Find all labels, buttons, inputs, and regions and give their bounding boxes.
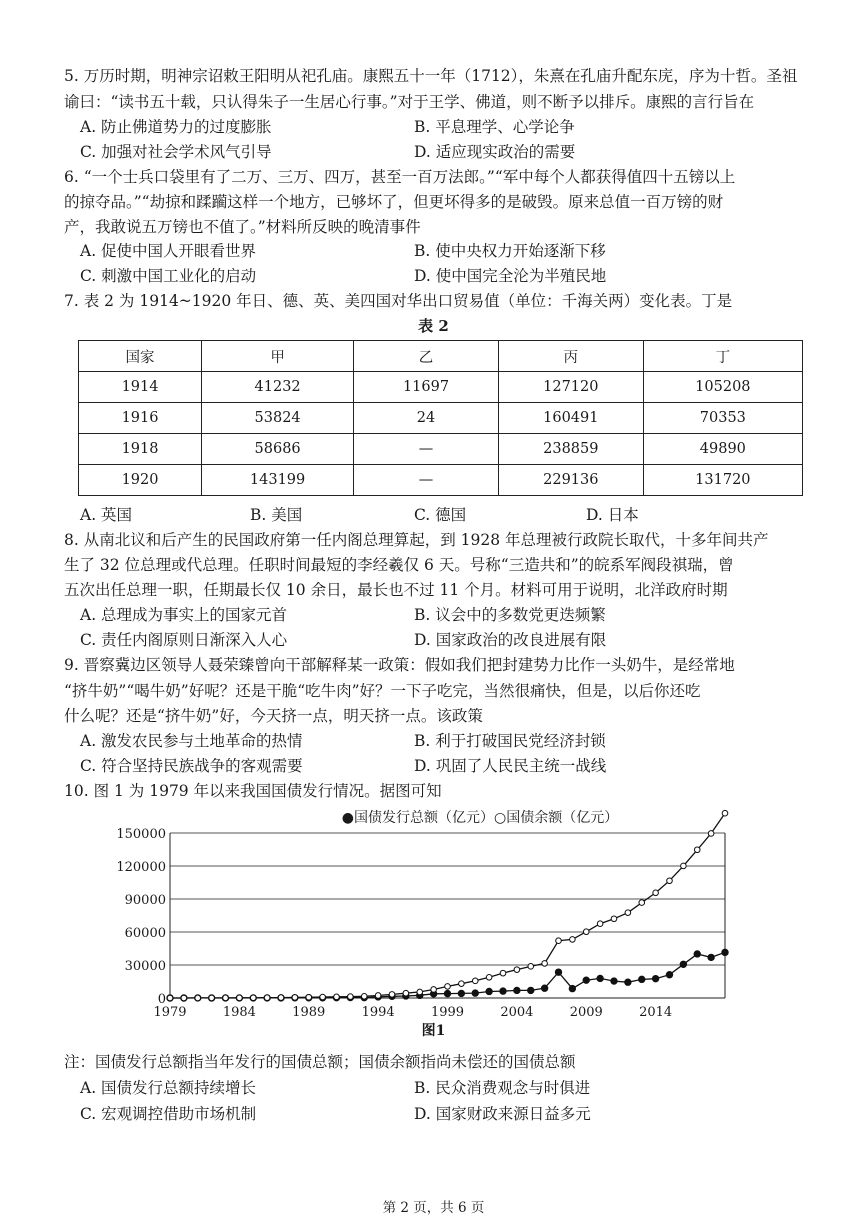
q8-option-a[interactable]: A. 总理成为事实上的国家元首: [80, 606, 288, 624]
q9-option-b[interactable]: B. 利于打破国民党经济封锁: [414, 732, 606, 750]
balance-point: [528, 964, 534, 970]
balance-point: [514, 967, 520, 973]
issuance-point: [555, 969, 561, 975]
issuance-point: [583, 977, 589, 983]
chart-axes: [170, 833, 725, 998]
balance-point: [389, 992, 395, 998]
issuance-point: [569, 985, 575, 991]
table-header-cell: 国家: [79, 341, 202, 372]
national-debt-chart: [110, 808, 750, 1020]
q10-option-a[interactable]: A. 国债发行总额持续增长: [80, 1079, 257, 1097]
balance-point: [431, 987, 437, 993]
issuance-point: [541, 985, 547, 991]
table-cell: 131720: [643, 465, 802, 496]
table-cell: —: [354, 434, 499, 465]
balance-point: [278, 995, 284, 1001]
issuance-point: [597, 975, 603, 981]
table-cell: 11697: [354, 372, 499, 403]
balance-point: [459, 981, 465, 987]
issuance-point: [639, 976, 645, 982]
table-cell: 229136: [498, 465, 643, 496]
q5-option-a[interactable]: A. 防止佛道势力的过度膨胀: [80, 118, 272, 136]
issuance-point: [514, 987, 520, 993]
balance-point: [625, 910, 631, 916]
issuance-point: [528, 987, 534, 993]
issuance-point: [666, 972, 672, 978]
x-tick-label: 1979: [153, 1005, 187, 1020]
table-cell: 1914: [79, 372, 202, 403]
balance-point: [722, 810, 728, 816]
q5-stem-line2: 谕曰：“读书五十载，只认得朱子一生居心行事。”对于王学、佛道，则不断予以排斥。康熙的言行旨在: [64, 93, 755, 111]
x-tick-label: 2014: [639, 1005, 673, 1020]
table-cell: 53824: [202, 403, 354, 434]
series-layer: [167, 810, 728, 1001]
q5-stem-line1: 5. 万历时期，明神宗诏敕王阳明从祀孔庙。康熙五十一年（1712），朱熹在孔庙升配东庑，序为十哲。圣祖: [64, 67, 798, 85]
balance-point: [445, 984, 451, 990]
q9-stem-line1: 9. 晋察冀边区领导人聂荣臻曾向干部解释某一政策：假如我们把封建势力比作一头奶牛，是经常地: [64, 656, 735, 674]
q9-stem-line2: “挤牛奶”“喝牛奶”好呢？还是干脆“吃牛肉”好？一下子吃完，当然很痛快，但是，以后你还吃: [64, 682, 701, 700]
q7-stem-line1: 7. 表 2 为 1914~1920 年日、德、英、美四国对华出口贸易值（单位：千海关两）变化表。丁是: [64, 292, 733, 310]
chart-legend: ●国债发行总额（亿元）○国债余额（亿元）: [341, 810, 619, 826]
q10-option-d[interactable]: D. 国家财政来源日益多元: [414, 1105, 591, 1123]
y-tick-label: 0: [157, 992, 166, 1007]
balance-point: [667, 878, 673, 884]
table-row: [79, 434, 803, 465]
table-cell: 49890: [643, 434, 802, 465]
issuance-point: [694, 951, 700, 957]
q7-option-c[interactable]: C. 德国: [414, 506, 467, 524]
table-header-cell: 乙: [354, 341, 499, 372]
balance-point: [611, 916, 617, 922]
q6-stem-line3: 产，我敢说五万镑也不值了。”材料所反映的晚清事件: [64, 218, 421, 236]
q8-option-d[interactable]: D. 国家政治的改良进展有限: [414, 631, 607, 649]
balance-point: [500, 970, 506, 976]
q8-stem-line2: 生了 32 位总理或代总理。任职时间最短的李经羲仅 6 天。号称“三造共和”的皖系军阀段祺瑞，曾: [64, 556, 734, 574]
balance-point: [292, 995, 298, 1001]
balance-point: [556, 938, 562, 944]
table-cell: 24: [354, 403, 499, 434]
table-cell: 143199: [202, 465, 354, 496]
table-row: [79, 465, 803, 496]
q6-option-d[interactable]: D. 使中国完全沦为半殖民地: [414, 267, 607, 285]
balance-point: [264, 995, 270, 1001]
y-tick-label: 150000: [116, 827, 166, 842]
issuance-point: [708, 954, 714, 960]
page-footer: 第 2 页，共 6 页: [382, 1200, 485, 1216]
q7-option-b[interactable]: B. 美国: [250, 506, 303, 524]
chart-note: 注：国债发行总额指当年发行的国债总额；国债余额指尚未偿还的国债总额: [64, 1053, 576, 1071]
q5-option-c[interactable]: C. 加强对社会学术风气引导: [80, 143, 272, 161]
q6-option-b[interactable]: B. 使中央权力开始逐渐下移: [414, 242, 606, 260]
figure-caption: 图1: [421, 1023, 446, 1039]
issuance-point: [500, 988, 506, 994]
chart-grid: [170, 833, 725, 998]
trade-table: [78, 340, 803, 496]
table-cell: 1918: [79, 434, 202, 465]
table-cell: —: [354, 465, 499, 496]
balance-point: [597, 921, 603, 927]
balance-point: [708, 831, 714, 837]
balance-point: [653, 890, 659, 896]
balance-point: [417, 989, 423, 995]
table-row: [79, 372, 803, 403]
x-tick-label: 1989: [292, 1005, 326, 1020]
q6-stem-line2: 的掠夺品。”“劫掠和蹂躏这样一个地方，已够坏了，但更坏得多的是破毁。原来总值一百万镑的财: [64, 193, 724, 211]
table-header-cell: 丙: [498, 341, 643, 372]
q9-option-a[interactable]: A. 激发农民参与土地革命的热情: [80, 732, 303, 750]
q10-stem-line1: 10. 图 1 为 1979 年以来我国国债发行情况。据图可知: [64, 782, 442, 800]
table-cell: 105208: [643, 372, 802, 403]
table-header-cell: 甲: [202, 341, 354, 372]
x-tick-label: 2009: [569, 1005, 603, 1020]
table-cell: 41232: [202, 372, 354, 403]
table-header-row: [79, 341, 803, 372]
q9-option-d[interactable]: D. 巩固了人民民主统一战线: [414, 757, 607, 775]
table-cell: 1920: [79, 465, 202, 496]
balance-point: [639, 900, 645, 906]
table-cell: 1916: [79, 403, 202, 434]
issuance-point: [486, 988, 492, 994]
balance-point: [195, 995, 201, 1001]
balance-point: [250, 995, 256, 1001]
balance-point: [167, 995, 173, 1001]
y-tick-labels: [116, 827, 166, 1007]
q6-option-c[interactable]: C. 刺激中国工业化的启动: [80, 267, 257, 285]
q7-option-a[interactable]: A. 英国: [80, 506, 133, 524]
q8-option-c[interactable]: C. 责任内阁原则日渐深入人心: [80, 631, 288, 649]
table-cell: 70353: [643, 403, 802, 434]
q8-stem-line3: 五次出任总理一职，任期最长仅 10 余日，最长也不过 11 个月。材料可用于说明，北洋政府时期: [64, 581, 728, 599]
issuance-point: [458, 990, 464, 996]
x-tick-label: 1984: [222, 1005, 256, 1020]
balance-point: [570, 937, 576, 943]
balance-point: [181, 995, 187, 1001]
x-tick-label: 2004: [500, 1005, 534, 1020]
q5-option-d[interactable]: D. 适应现实政治的需要: [414, 143, 576, 161]
q7-option-d[interactable]: D. 日本: [586, 506, 639, 524]
x-tick-label: 1999: [430, 1005, 465, 1020]
balance-point: [348, 994, 354, 1000]
issuance-point: [472, 990, 478, 996]
issuance-point: [680, 961, 686, 967]
balance-point: [334, 994, 340, 1000]
balance-point: [223, 995, 229, 1001]
balance-point: [486, 975, 492, 981]
q10-option-c[interactable]: C. 宏观调控借助市场机制: [80, 1105, 257, 1123]
balance-point: [681, 863, 687, 869]
balance-point: [694, 847, 700, 853]
x-tick-label: 1994: [361, 1005, 395, 1020]
table-cell: 160491: [498, 403, 643, 434]
table-header-cell: 丁: [643, 341, 802, 372]
balance-point: [320, 994, 326, 1000]
x-tick-labels: [153, 1005, 672, 1020]
y-tick-label: 30000: [124, 959, 166, 974]
table-caption: 表 2: [418, 317, 449, 335]
q8-option-b[interactable]: B. 议会中的多数党更迭频繁: [414, 606, 606, 624]
table-cell: 127120: [498, 372, 643, 403]
q9-option-c[interactable]: C. 符合坚持民族战争的客观需要: [80, 757, 303, 775]
q6-option-a[interactable]: A. 促使中国人开眼看世界: [80, 242, 257, 260]
balance-point: [361, 994, 367, 1000]
balance-point: [209, 995, 215, 1001]
balance-point: [237, 995, 243, 1001]
y-tick-label: 90000: [124, 893, 166, 908]
issuance-point: [611, 978, 617, 984]
q5-option-b[interactable]: B. 平息理学、心学论争: [414, 118, 575, 136]
issuance-point: [722, 949, 728, 955]
y-tick-label: 60000: [124, 926, 166, 941]
issuance-point: [625, 979, 631, 985]
balance-point: [306, 994, 312, 1000]
q8-stem-line1: 8. 从南北议和后产生的民国政府第一任内阁总理算起，到 1928 年总理被行政院长取代，十多年间共产: [64, 531, 769, 549]
q6-stem-line1: 6. “一个士兵口袋里有了二万、三万、四万，甚至一百万法郎。”“军中每个人都获得值四十五镑以上: [64, 168, 736, 186]
balance-point: [542, 961, 548, 967]
table-cell: 58686: [202, 434, 354, 465]
issuance-point: [444, 990, 450, 996]
q10-option-b[interactable]: B. 民众消费观念与时俱进: [414, 1079, 591, 1097]
balance-point: [375, 993, 381, 999]
table-row: [79, 403, 803, 434]
balance-point: [403, 990, 409, 996]
q9-stem-line3: 什么呢？还是“挤牛奶”好，今天挤一点，明天挤一点。该政策: [64, 707, 483, 725]
y-tick-label: 120000: [116, 860, 166, 875]
balance-point: [583, 929, 589, 935]
issuance-point: [652, 975, 658, 981]
table-cell: 238859: [498, 434, 643, 465]
balance-point: [472, 978, 478, 984]
